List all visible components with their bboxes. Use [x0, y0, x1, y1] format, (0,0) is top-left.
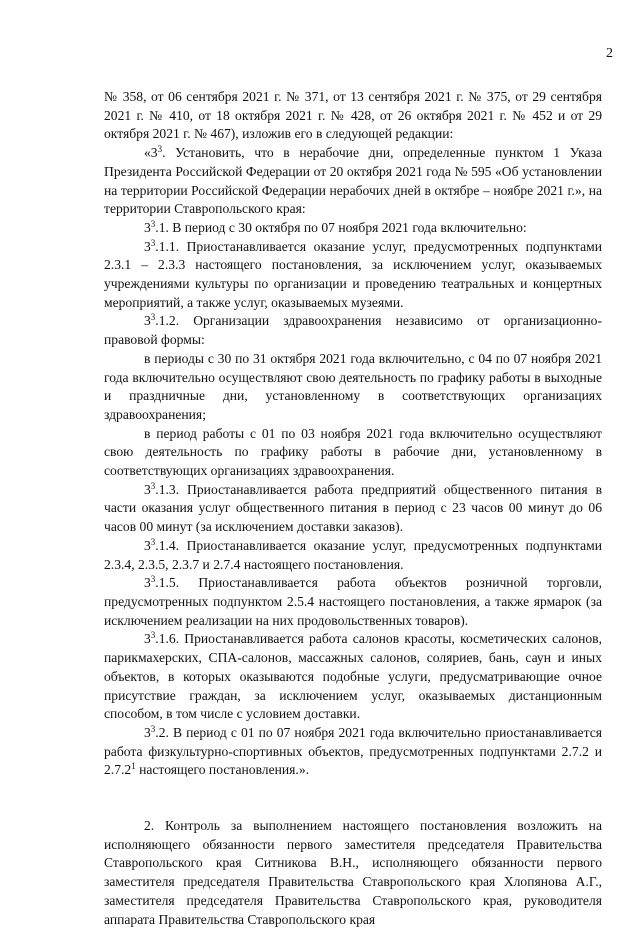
text-run: в периоды с 30 по 31 октября 2021 года включительно, с 04 по 07 ноября 2021 года включительно осуществляют свою деятельность по графику работы в выходные и праздничные дни, установленному в соответствующих организациях здравоохранения;: [104, 350, 602, 422]
superscript: 3: [150, 574, 156, 585]
text-run: 2. Контроль за выполнением настоящего постановления возложить на исполняющего обязанности первого заместителя председателя Правительства Ставропольского края Ситникова В.Н., исполняющего обязанности первого заместителя председателя Правительства Ставропольского края Хлопянова А.Г., заместителя председателя Правительства Ставропольского края, руководителя аппарата Правительства Ставропольского края: [104, 818, 602, 927]
text-run: .1.4. Приостанавливается оказание услуг, предусмотренных подпунктами 2.3.4, 2.3.5, 2.3.7 и 2.7.4 настоящего постановления.: [104, 537, 602, 572]
text-run: № 358, от 06 сентября 2021 г. № 371, от 13 сентября 2021 г. № 375, от 29 сентября 2021 г. № 410, от 18 октября 2021 г. № 428, от 26 октября 2021 г. № 452 и от 29 октября 2021 г. № 467), изложив его в следующей редакции:: [104, 89, 602, 142]
paragraph-p2: [104, 817, 602, 929]
text-run: 3: [144, 631, 151, 647]
paragraph-p3-3-1-2: [104, 312, 602, 349]
text-run: .1. В период с 30 октября по 07 ноября 2021 года включительно:: [155, 219, 527, 235]
text-run: .1.2. Организации здравоохранения независимо от организационно-правовой формы:: [104, 313, 602, 348]
paragraph-p3-3-1-2-a: [104, 350, 602, 425]
text-run: 3: [144, 238, 151, 254]
text-run: 3: [144, 724, 151, 740]
paragraph-cont: [104, 88, 602, 144]
superscript: 1: [131, 761, 136, 772]
text-run: .1.6. Приостанавливается работа салонов красоты, косметических салонов, парикмахерских, СПА-салонов, массажных салонов, соляриев, бань, саун и иных объектов, в которых оказываются подобные услуги, предусматривающие очное присутствие граждан, за исключением услуг, оказываемых дистанционным способом, в том числе с условием доставки.: [104, 631, 602, 722]
paragraph-p3-3-1-1: [104, 238, 602, 313]
paragraph-p3-3-1-3: [104, 481, 602, 537]
text-run: 3: [144, 219, 151, 235]
text-run: .2. В период с 01 по 07 ноября 2021 года включительно приостанавливается работа физкультурно-спортивных объектов, предусмотренных подпунктами 2.7.2 и 2.7.2: [104, 724, 602, 778]
text-run: в период работы с 01 по 03 ноября 2021 года включительно осуществляют свою деятельность по графику работы в рабочие дни, установленному в соответствующих организациях здравоохранения.: [104, 425, 602, 479]
page-number: 2: [606, 46, 613, 61]
paragraph-p3-3-1: [104, 219, 602, 238]
paragraph-p3-3-1-5: [104, 574, 602, 630]
paragraph-p3-3-1-4: [104, 537, 602, 574]
superscript: 3: [150, 237, 156, 248]
paragraph-p3-3-2: [104, 724, 602, 780]
text-run: 3: [144, 481, 151, 497]
text-run: настоящего постановления.».: [135, 762, 310, 778]
text-run: 3: [144, 313, 151, 329]
text-run: .1.1. Приостанавливается оказание услуг, предусмотренных подпунктами 2.3.1 – 2.3.3 настоящего постановления, за исключением услуг, оказываемых учреждениями культуры по организации и проведению театральных и концертных мероприятий, а также услуг, оказываемых музеями.: [104, 238, 602, 310]
superscript: 3: [150, 630, 156, 641]
superscript: 3: [150, 218, 156, 229]
paragraph-p3-3-1-2-b: [104, 425, 602, 481]
superscript: 3: [150, 480, 156, 491]
text-run: . Установить, что в нерабочие дни, определенные пунктом 1 Указа Президента Российской Федерации от 20 октября 2021 года № 595 «Об установлении на территории Российской Федерации нерабочих дней в октябре – ноябре 2021 г.», на территории Ставропольского края:: [104, 145, 602, 217]
text-run: 3: [144, 575, 151, 591]
text-run: 3: [144, 537, 151, 553]
paragraph-p3-3: [104, 144, 602, 219]
superscript: 3: [150, 536, 156, 547]
superscript: 3: [150, 312, 156, 323]
text-run: .1.5. Приостанавливается работа объектов розничной торговли, предусмотренных подпунктом 2.5.4 настоящего постановления, а также ярмарок (за исключением реализации на них продовольственных товаров).: [104, 575, 602, 628]
text-run: .1.3. Приостанавливается работа предприятий общественного питания в части оказания услуг общественного питания в период с 23 часов 00 минут до 06 часов 00 минут (за исключением доставки заказов).: [104, 481, 602, 535]
superscript: 3: [150, 723, 156, 734]
paragraph-gap: [104, 780, 602, 817]
paragraph-p3-3-1-6: [104, 630, 602, 724]
superscript: 3: [157, 144, 163, 155]
text-run: «3: [144, 145, 158, 161]
document-body: [104, 88, 602, 929]
